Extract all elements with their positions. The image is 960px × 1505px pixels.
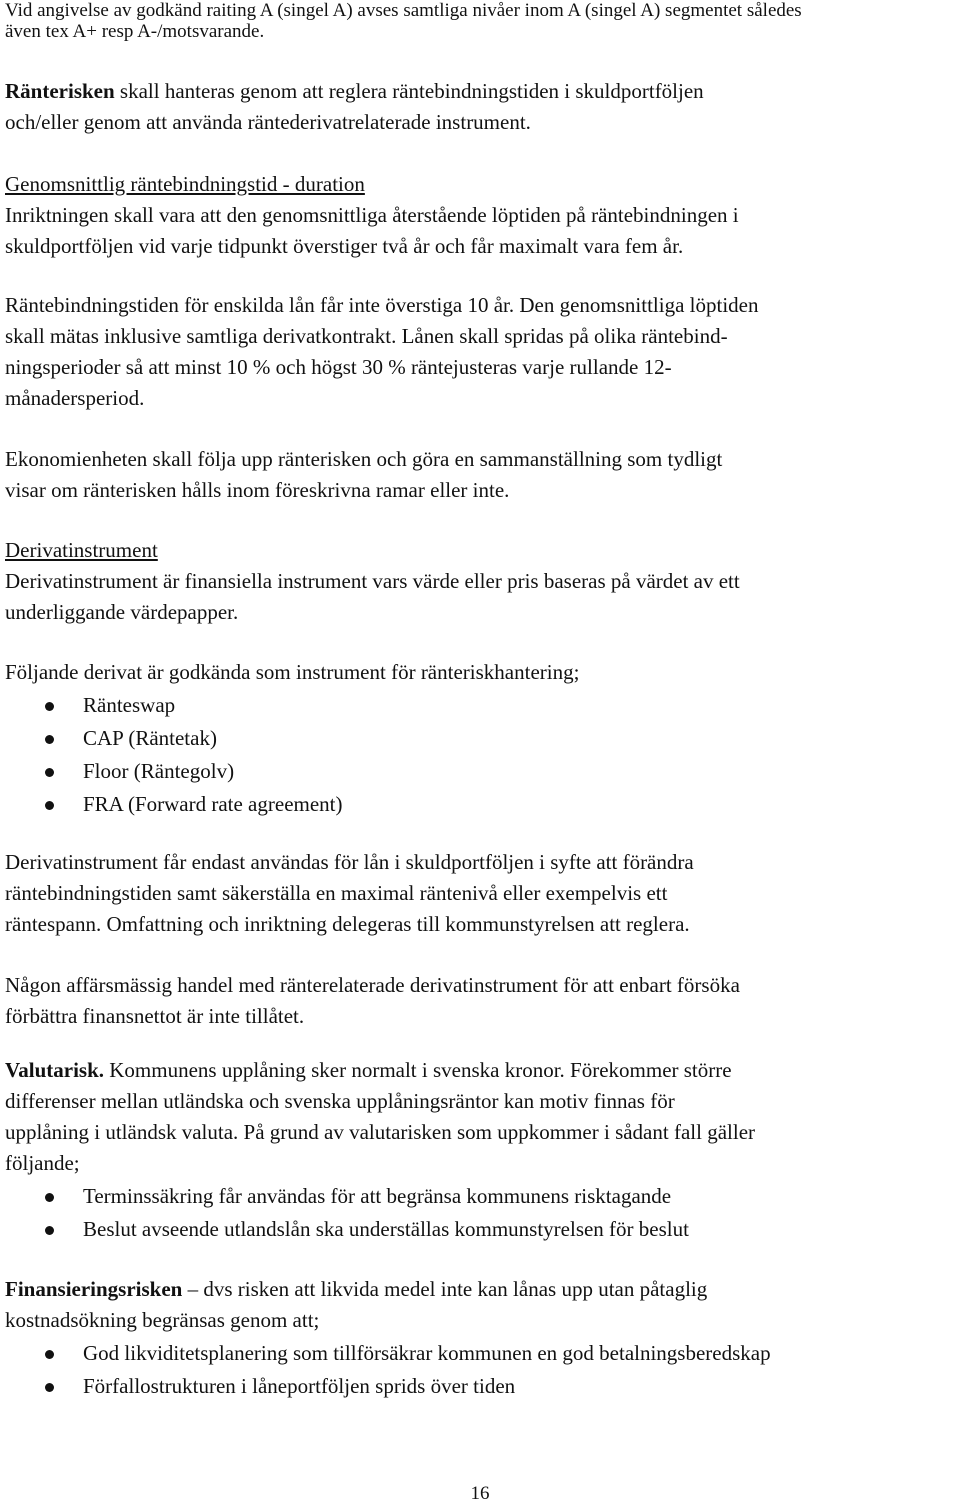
text-line: räntebindningstiden samt säkerställa en maximal räntenivå eller exempelvis ett (5, 881, 668, 905)
ekonomi-paragraph (5, 444, 955, 506)
text-line: skuldportföljen vid varje tidpunkt överstiger två år och får maximalt vara fem år. (5, 234, 684, 258)
list-item: Ränteswap (5, 689, 343, 722)
ranterisk-term: Ränterisken (5, 79, 115, 103)
finansieringsrisk-term: Finansieringsrisken (5, 1277, 183, 1301)
text-line: Ekonomienheten skall följa upp ränterisken och göra en sammanställning som tydligt (5, 447, 723, 471)
list-item: Terminssäkring får användas för att begränsa kommunens risktagande (5, 1180, 689, 1213)
bullet-icon (45, 768, 54, 777)
text-line: Derivatinstrument får endast användas för lån i skuldportföljen i syfte att förändra (5, 850, 694, 874)
list-item: Floor (Räntegolv) (5, 755, 343, 788)
text-line: underliggande värdepapper. (5, 600, 239, 624)
bullet-icon (45, 735, 54, 744)
rating-paragraph (5, 0, 955, 42)
bullet-icon (45, 1226, 54, 1235)
text-line: månadersperiod. (5, 386, 145, 410)
duration-section (5, 169, 955, 262)
derivat-usage-paragraph (5, 847, 955, 940)
text-line: Kommunens upplåning sker normalt i svenska kronor. Förekommer större (104, 1058, 732, 1082)
list-item: CAP (Räntetak) (5, 722, 343, 755)
text-line: skall hanteras genom att reglera räntebindningstiden i skuldportföljen (114, 79, 704, 103)
bullet-icon (45, 1383, 54, 1392)
list-item: God likviditetsplanering som tillförsäkrar kommunen en god betalningsberedskap (5, 1337, 771, 1370)
text-line: ningsperioder så att minst 10 % och högst 30 % räntejusteras varje rullande 12- (5, 355, 672, 379)
text-line: – dvs risken att likvida medel inte kan lånas upp utan påtaglig (182, 1277, 708, 1301)
derivat-heading: Derivatinstrument (5, 538, 158, 562)
list-item: Beslut avseende utlandslån ska underställas kommunstyrelsen för beslut (5, 1213, 689, 1246)
list-item: FRA (Forward rate agreement) (5, 788, 343, 821)
text-line: differenser mellan utländska och svenska upplåningsräntor kan motiv finnas för (5, 1089, 675, 1113)
text-line: följande; (5, 1151, 80, 1175)
text-line: skall mätas inklusive samtliga derivatkontrakt. Lånen skall spridas på olika räntebind- (5, 324, 728, 348)
valutarisk-list (5, 1180, 689, 1246)
text-line: även tex A+ resp A-/motsvarande. (5, 21, 265, 42)
ranterisk-paragraph (5, 76, 955, 138)
finansieringsrisk-paragraph (5, 1274, 955, 1336)
bullet-icon (45, 1193, 54, 1202)
finansieringsrisk-list (5, 1337, 771, 1403)
duration-heading: Genomsnittlig räntebindningstid - duration (5, 172, 365, 196)
text-line: Räntebindningstiden för enskilda lån får inte överstiga 10 år. Den genomsnittliga löptiden (5, 293, 759, 317)
text-line: Derivatinstrument är finansiella instrument vars värde eller pris baseras på värdet av ett (5, 569, 740, 593)
page-number: 16 (470, 1483, 490, 1504)
list-item: Förfallostrukturen i låneportföljen sprids över tiden (5, 1370, 771, 1403)
valutarisk-term: Valutarisk. (5, 1058, 105, 1082)
loptid-paragraph (5, 290, 955, 414)
text-line: och/eller genom att använda räntederivatrelaterade instrument. (5, 110, 531, 134)
valutarisk-paragraph (5, 1055, 955, 1179)
text-line: visar om ränterisken hålls inom föreskrivna ramar eller inte. (5, 478, 510, 502)
text-line: kostnadsökning begränsas genom att; (5, 1308, 320, 1332)
text-line: Någon affärsmässig handel med ränterelaterade derivatinstrument för att enbart försöka (5, 973, 740, 997)
handel-paragraph (5, 970, 955, 1032)
text-line: Vid angivelse av godkänd raiting A (singel A) avses samtliga nivåer inom A (singel A) segmentet således (5, 0, 802, 21)
derivat-section (5, 535, 955, 628)
text-line: Följande derivat är godkända som instrument för ränteriskhantering; (5, 660, 580, 684)
text-line: Inriktningen skall vara att den genomsnittliga återstående löptiden på räntebindningen i (5, 203, 739, 227)
text-line: förbättra finansnettot är inte tillåtet. (5, 1004, 305, 1028)
derivat-list-intro (5, 657, 955, 688)
text-line: upplåning i utländsk valuta. På grund av valutarisken som uppkommer i sådant fall gäller (5, 1120, 756, 1144)
derivat-list (5, 689, 343, 821)
bullet-icon (45, 801, 54, 810)
text-line: räntespann. Omfattning och inriktning delegeras till kommunstyrelsen att reglera. (5, 912, 690, 936)
bullet-icon (45, 702, 54, 711)
bullet-icon (45, 1350, 54, 1359)
